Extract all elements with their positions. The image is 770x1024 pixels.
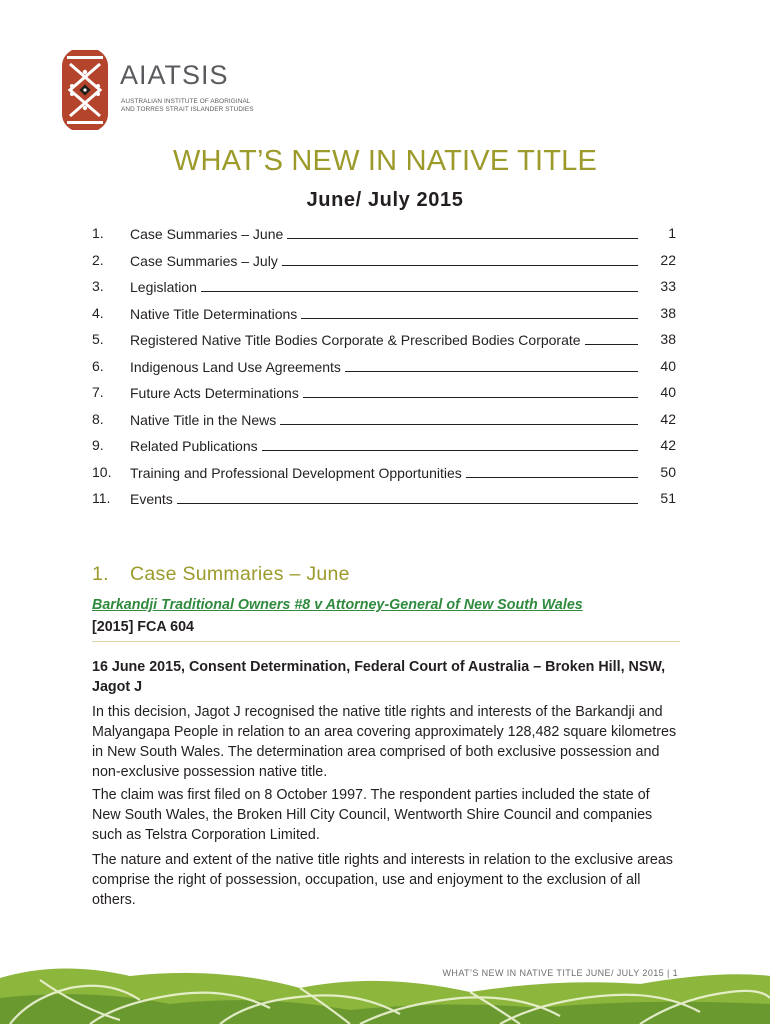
divider xyxy=(92,641,680,642)
toc-item[interactable] xyxy=(92,251,676,278)
brand-subtitle xyxy=(121,98,254,114)
toc-item-page: 51 xyxy=(660,490,676,506)
toc-item-number: 4. xyxy=(92,304,104,321)
toc-item-number: 11. xyxy=(92,490,111,506)
toc-leader xyxy=(177,489,638,504)
toc-leader xyxy=(287,224,638,239)
toc-item-page: 40 xyxy=(660,357,676,374)
toc-item-label: Case Summaries – June xyxy=(130,226,284,242)
toc-leader xyxy=(345,357,638,372)
toc-item[interactable] xyxy=(92,304,676,331)
toc-item-label: Registered Native Title Bodies Corporate & Prescribed Bodies Corporate xyxy=(130,332,581,348)
body-paragraph: The claim was first filed on 8 October 1997. The respondent parties included the state of New South Wales, the Broken Hill City Council, Wentworth Shire Council and companies such as Telstra Corporation Limited. xyxy=(92,787,653,843)
toc-item-page: 38 xyxy=(660,304,676,321)
case-citation: [2015] FCA 604 xyxy=(92,619,194,635)
toc-item-number: 3. xyxy=(92,278,104,294)
toc-item-label: Future Acts Determinations xyxy=(130,385,299,401)
toc-item-number: 2. xyxy=(92,251,104,268)
toc-leader xyxy=(585,330,638,345)
toc-item-page: 1 xyxy=(668,225,676,241)
footer-text: WHAT’S NEW IN NATIVE TITLE JUNE/ JULY 2015 | 1 xyxy=(442,968,678,978)
toc-item-page: 22 xyxy=(660,251,676,268)
toc-item[interactable] xyxy=(92,463,676,490)
toc-item-label: Events xyxy=(130,491,173,507)
aiatsis-pattern-logo-icon xyxy=(62,50,108,130)
toc-item[interactable] xyxy=(92,277,676,304)
toc-item-page: 40 xyxy=(660,384,676,400)
body-paragraph: In this decision, Jagot J recognised the native title rights and interests of the Barkandji and Malyangapa People in relation to an area covering approximately 128,482 square kilometres in New South Wales. The determination area comprised of both exclusive possession and non-exclusive possession native title. xyxy=(92,704,677,780)
case-meta: 16 June 2015, Consent Determination, Federal Court of Australia – Broken Hill, NSW, Jagot J xyxy=(92,659,666,695)
toc-leader xyxy=(303,383,638,398)
toc-leader xyxy=(466,463,638,478)
body-paragraph: The nature and extent of the native title rights and interests in relation to the exclusive areas comprise the right of possession, occupation, use and enjoyment to the exclusion of all others. xyxy=(92,852,673,908)
toc-item-label: Native Title Determinations xyxy=(130,305,298,322)
toc-item-number: 9. xyxy=(92,437,104,453)
toc-item[interactable] xyxy=(92,330,676,357)
table-of-contents xyxy=(92,224,676,516)
section-heading xyxy=(92,563,350,586)
toc-item-label: Indigenous Land Use Agreements xyxy=(130,358,341,375)
toc-item-number: 1. xyxy=(92,225,104,241)
toc-item-page: 38 xyxy=(660,331,676,347)
toc-item[interactable] xyxy=(92,383,676,410)
toc-item[interactable] xyxy=(92,224,676,251)
brand-subtitle-line2: AND TORRES STRAIT ISLANDER STUDIES xyxy=(121,106,254,113)
toc-item-number: 6. xyxy=(92,357,104,374)
toc-item-label: Native Title in the News xyxy=(130,411,277,428)
toc-item-label: Case Summaries – July xyxy=(130,252,278,269)
toc-item-number: 7. xyxy=(92,384,104,400)
toc-item[interactable] xyxy=(92,436,676,463)
document-title: WHAT’S NEW IN NATIVE TITLE xyxy=(172,145,598,177)
toc-item-number: 10. xyxy=(92,463,112,480)
aiatsis-logo xyxy=(62,50,262,132)
toc-item-page: 50 xyxy=(660,463,676,480)
toc-leader xyxy=(280,410,638,425)
section-number: 1. xyxy=(92,563,109,585)
section-title: Case Summaries – June xyxy=(130,563,350,585)
toc-leader xyxy=(282,251,638,266)
toc-item[interactable] xyxy=(92,410,676,437)
case-title-link[interactable]: Barkandji Traditional Owners #8 v Attorney-General of New South Wales xyxy=(92,597,583,613)
toc-item-label: Legislation xyxy=(130,279,197,295)
toc-item-page: 42 xyxy=(660,410,676,427)
toc-item-number: 5. xyxy=(92,331,104,347)
toc-item-page: 33 xyxy=(660,278,676,294)
toc-leader xyxy=(262,436,638,451)
toc-leader xyxy=(301,304,638,319)
toc-item[interactable] xyxy=(92,489,676,516)
brand-name: AIATSIS xyxy=(120,60,229,90)
toc-leader xyxy=(201,277,638,292)
toc-item-number: 8. xyxy=(92,410,104,427)
toc-item-label: Training and Professional Development Opportunities xyxy=(130,464,462,481)
document-subtitle: June/ July 2015 xyxy=(306,189,464,211)
toc-item-label: Related Publications xyxy=(130,438,258,454)
toc-item-page: 42 xyxy=(660,437,676,453)
toc-item[interactable] xyxy=(92,357,676,384)
brand-subtitle-line1: AUSTRALIAN INSTITUTE OF ABORIGINAL xyxy=(121,98,251,105)
